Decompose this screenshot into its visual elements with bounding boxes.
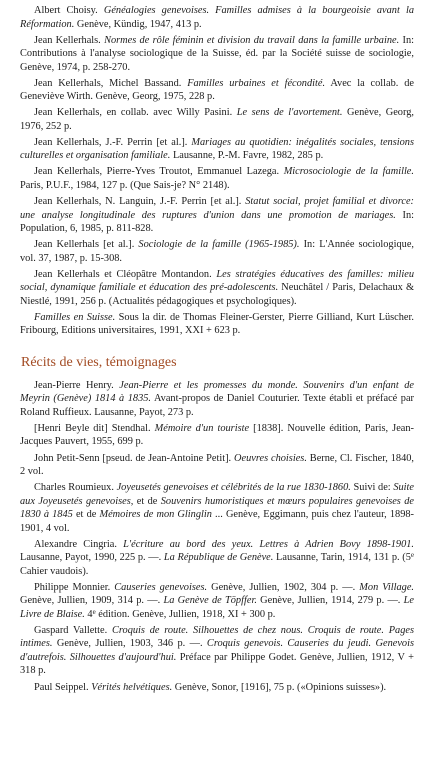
- bib-entry: Jean Kellerhals [et al.]. Sociologie de la famille (1965-1985). In: L'Année sociologique, vol. 37, 1987, p. 15-308.: [20, 239, 414, 264]
- bib-entry: Jean Kellerhals, N. Languin, J.-F. Perrin [et al.]. Statut social, projet familial et divorce: une analyse longitudinale des ruptures d'union dans une promotion de mariages. In: Population, 6, 1985, p. 811-828.: [20, 196, 415, 235]
- bib-entry: Familles en Suisse. Sous la dir. de Thomas Fleiner-Gerster, Pierre Gilliand, Kurt Lüscher. Fribourg, Editions universitaires, 1991, XXI + 623 p.: [20, 311, 414, 337]
- bib-entry: Jean Kellerhals. Normes de rôle féminin et division du travail dans la famille urbaine. In: Contributions à l'analyse sociologique de la Suisse, éd. par la Société suisse de sociologie, Genève, 1974, p. 258-270.: [20, 34, 414, 73]
- bib-entry: Albert Choisy. Généalogies genevoises. Familles admises à la bourgeoisie avant la Réformation. Genève, Kündig, 1947, 413 p.: [20, 5, 414, 30]
- bib-entry: Jean Kellerhals, Pierre-Yves Troutot, Emmanuel Lazega. Microsociologie de la famille. Paris, P.U.F., 1984, 127 p. (Que Sais-je? N° 2148).: [20, 166, 414, 191]
- bib-entry: Philippe Monnier. Causeries genevoises. Genève, Jullien, 1902, 304 p. —. Mon Village. Genève, Jullien, 1909, 314 p. —. La Genève de Töpffer. Genève, Jullien, 1914, 279 p. —. Le Livre de Blaise. 4e édition. Genève, Jullien, 1918, XI + 300 p.: [20, 581, 414, 620]
- bib-entry: Gaspard Vallette. Croquis de route. Silhouettes de chez nous. Croquis de route. Pages intimes. Genève, Jullien, 1903, 346 p. —. Croquis genevois. Causeries du jeudi. Genevois d'autrefois. Silhouettes d'aujourd'hui. Préface par Philippe Godet. Genève, Jullien, 1912, V + 318 p.: [20, 624, 414, 677]
- bib-entry: Jean Kellerhals, en collab. avec Willy Pasini. Le sens de l'avortement. Genève, Georg, 1976, 252 p.: [20, 107, 414, 132]
- bib-entry: Jean Kellerhals et Cléopâtre Montandon. Les stratégies éducatives des familles: milieu social, dynamique familiale et éducation des pré-adolescents. Neuchâtel / Paris, Delachaux & Niestlé, 1991, 256 p. (Actualités pédagogiques et psychologiques).: [20, 268, 415, 307]
- bib-entry: Jean Kellerhals, Michel Bassand. Familles urbaines et fécondité. Avec la collab. de Geneviève Wirth. Genève, Georg, 1975, 228 p.: [20, 77, 414, 103]
- bib-entry: Alexandre Cingria. L'écriture au bord des yeux. Lettres à Adrien Bovy 1898-1901. Lausanne, Payot, 1990, 225 p. —. La République de Genève. Lausanne, Tarin, 1914, 131 p. (5e Cahier vaudois).: [20, 538, 414, 577]
- bib-entry: [Henri Beyle dit] Stendhal. Mémoire d'un touriste [1838]. Nouvelle édition, Paris, Jean-Jacques Pauvert, 1955, 699 p.: [20, 422, 414, 448]
- bib-entry: Jean Kellerhals, J.-F. Perrin [et al.]. Mariages au quotidien: inégalités sociales, tensions culturelles et organisation familiale. Lausanne, P.-M. Favre, 1982, 285 p.: [20, 136, 414, 162]
- section-heading: Récits de vies, témoignages: [21, 354, 177, 370]
- bib-entry: Jean-Pierre Henry. Jean-Pierre et les promesses du monde. Souvenirs d'un enfant de Meyrin (Genève) 1814 à 1835. Avant-propos de Daniel Couturier. Texte établi et préfacé par Roland Ruffieux. Lausanne, Payot, 273 p.: [20, 379, 414, 418]
- section-family-sociology: [20, 4, 414, 338]
- bib-entry: Charles Roumieux. Joyeusetés genevoises et célébrités de la rue 1830-1860. Suivi de: Suite aux Joyeusetés genevoises, et de Souvenirs humoristiques et mœurs populaires genevoises de 1830 à 1845 et de Mémoires de mon Glinglin ... Genève, Eggimann, puis chez l'auteur, 1898-1901, 4 vol.: [20, 482, 415, 534]
- bib-entry: John Petit-Senn [pseud. de Jean-Antoine Petit]. Oeuvres choisies. Berne, Cl. Fischer, 1840, 2 vol.: [20, 452, 415, 478]
- section-life-stories: [20, 379, 414, 694]
- bib-entry: Paul Seippel. Vérités helvétiques. Genève, Sonor, [1916], 75 p. («Opinions suisses»).: [34, 681, 387, 693]
